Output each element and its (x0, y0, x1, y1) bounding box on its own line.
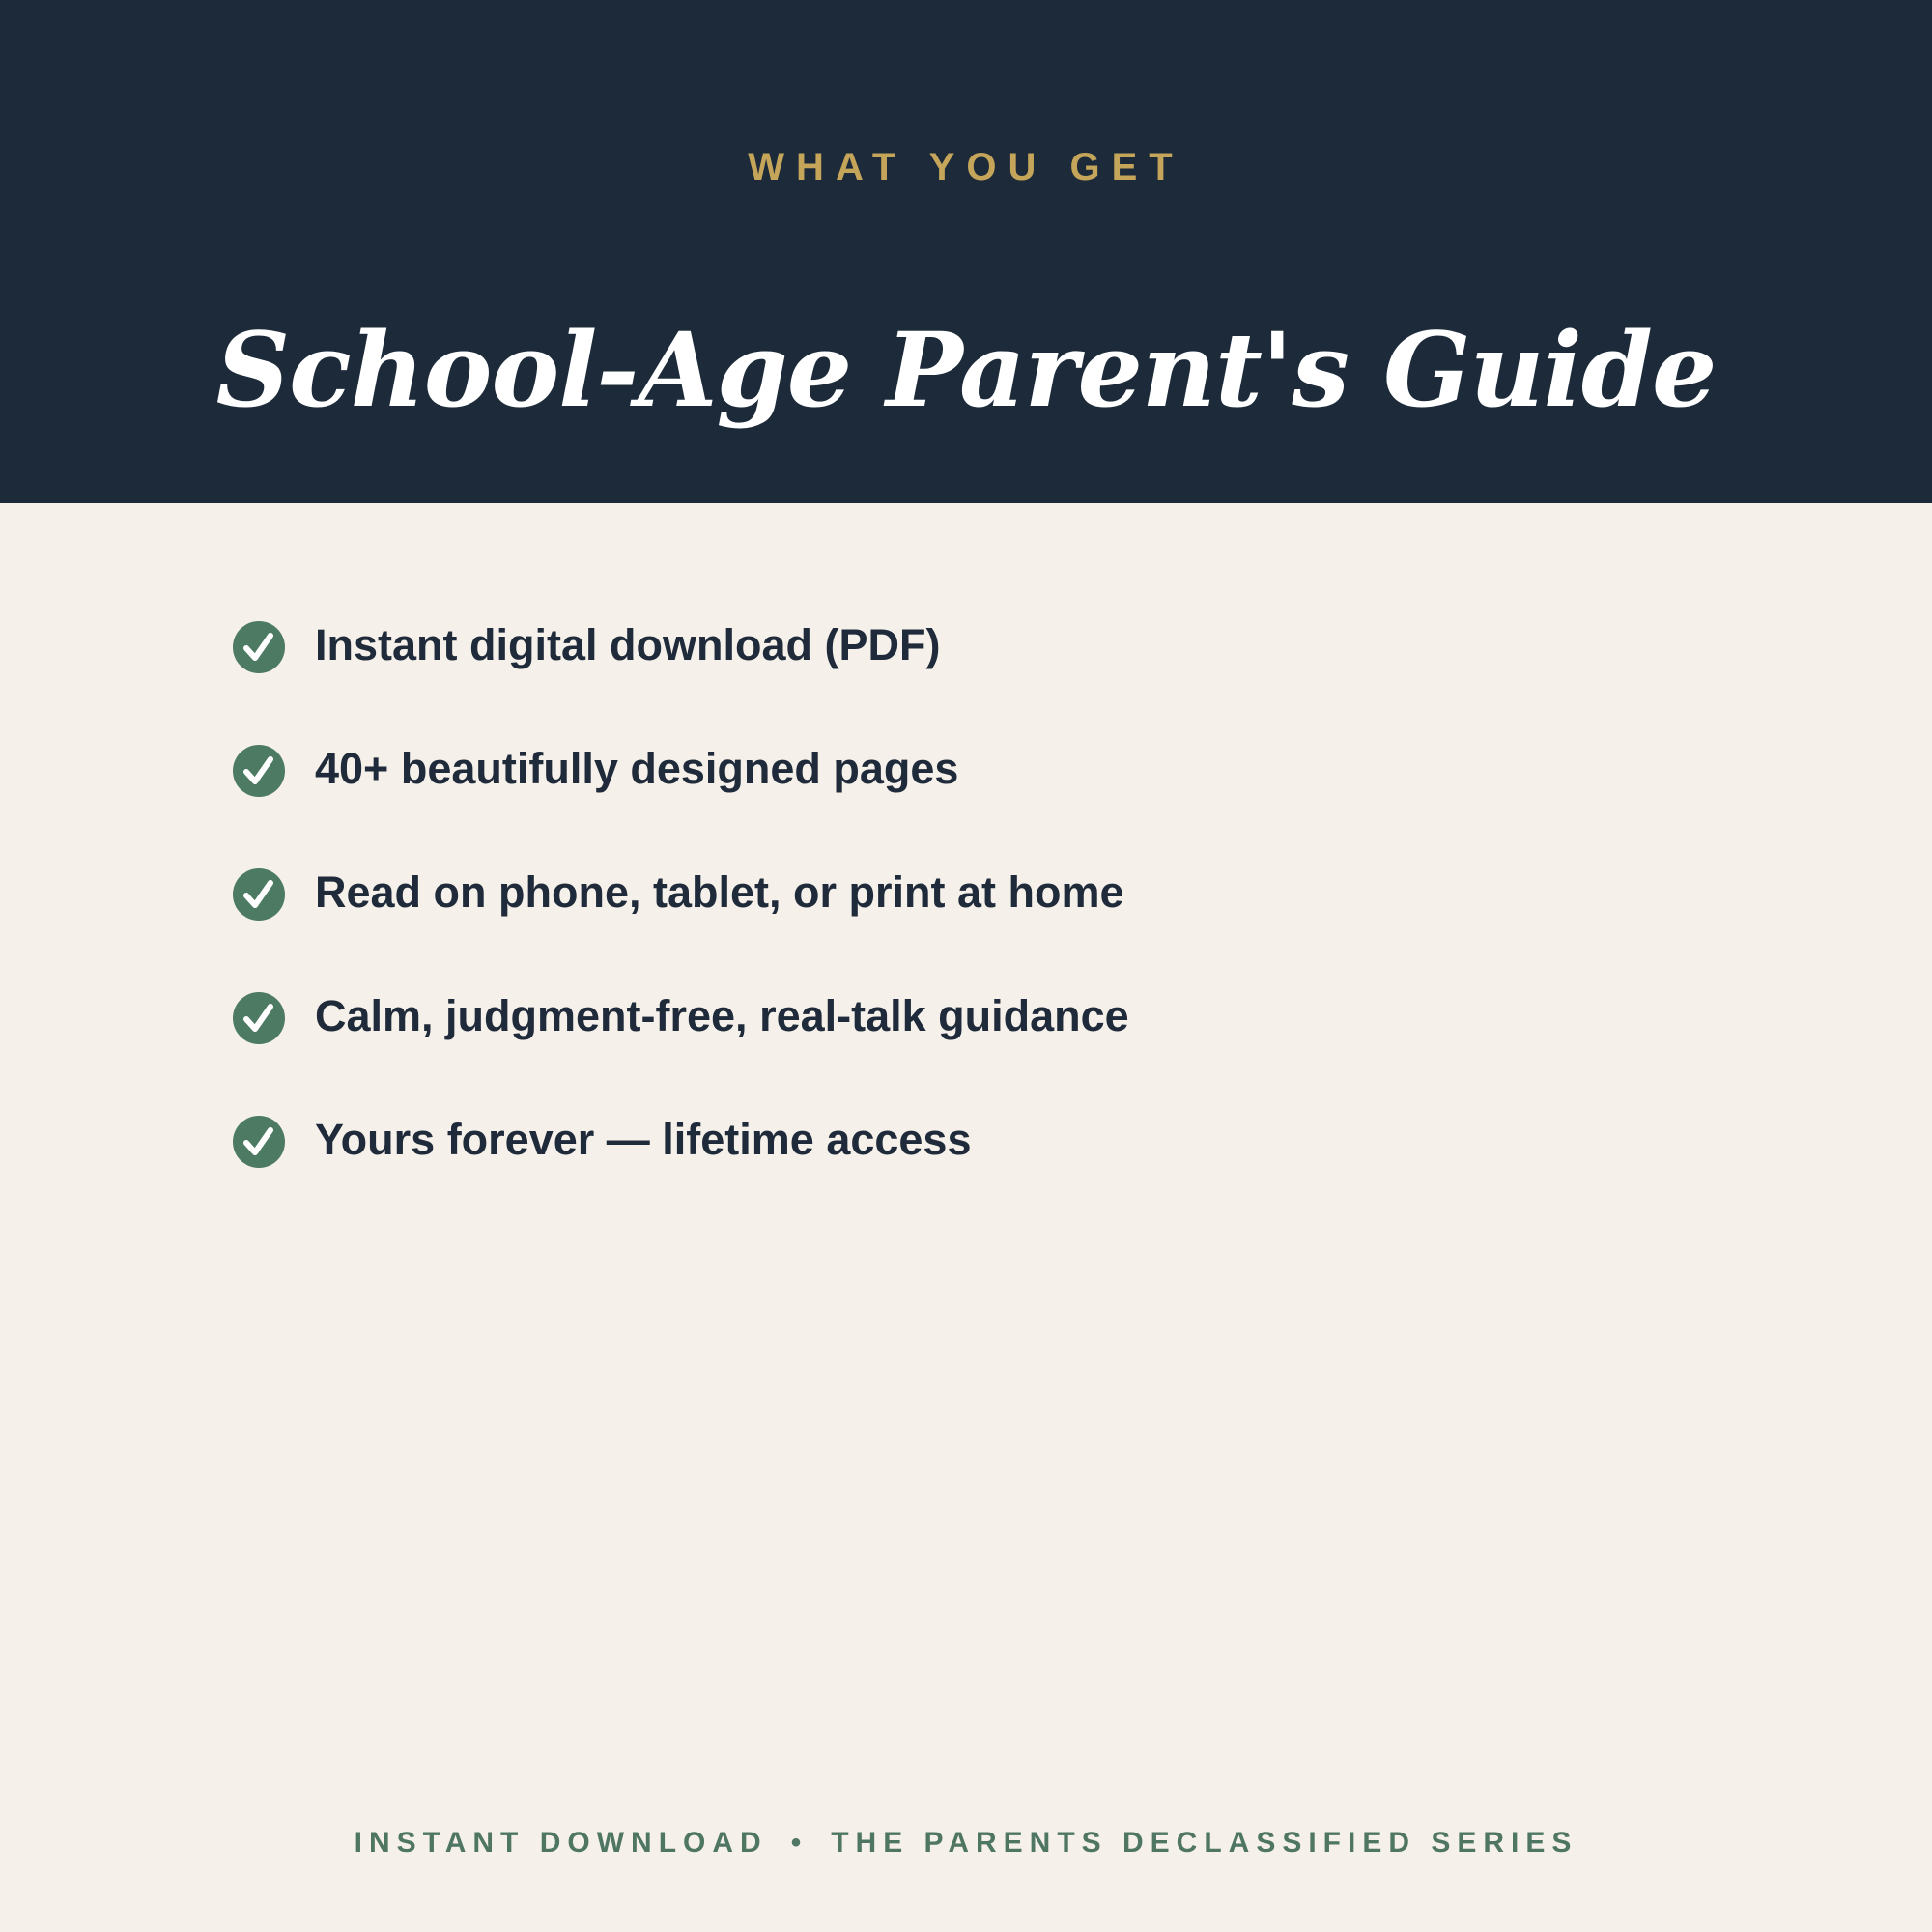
footer-series-name: THE PARENTS DECLASSIFIED SERIES (831, 1827, 1578, 1859)
footer-separator-dot: • (790, 1827, 809, 1859)
check-circle-icon (232, 620, 286, 674)
check-circle-icon (232, 1115, 286, 1169)
feature-item (232, 986, 1777, 1110)
feature-item (232, 863, 1777, 986)
eyebrow-label: WHAT YOU GET (748, 146, 1184, 188)
feature-item (232, 615, 1777, 739)
page-title: School-Age Parent's Guide (215, 309, 1717, 431)
footer-instant-download: INSTANT DOWNLOAD (354, 1827, 768, 1859)
feature-list (232, 615, 1777, 1234)
feature-item (232, 739, 1777, 863)
feature-text: Instant digital download (PDF) (315, 620, 941, 669)
check-circle-icon (232, 744, 286, 798)
feature-text: Read on phone, tablet, or print at home (315, 867, 1124, 917)
feature-item (232, 1110, 1777, 1234)
check-circle-icon (232, 991, 286, 1045)
feature-text: Yours forever — lifetime access (315, 1115, 972, 1164)
header-banner (0, 0, 1932, 503)
footer-tagline (0, 1824, 1932, 1862)
feature-text: 40+ beautifully designed pages (315, 744, 959, 793)
check-circle-icon (232, 867, 286, 922)
feature-text: Calm, judgment-free, real-talk guidance (315, 991, 1129, 1040)
